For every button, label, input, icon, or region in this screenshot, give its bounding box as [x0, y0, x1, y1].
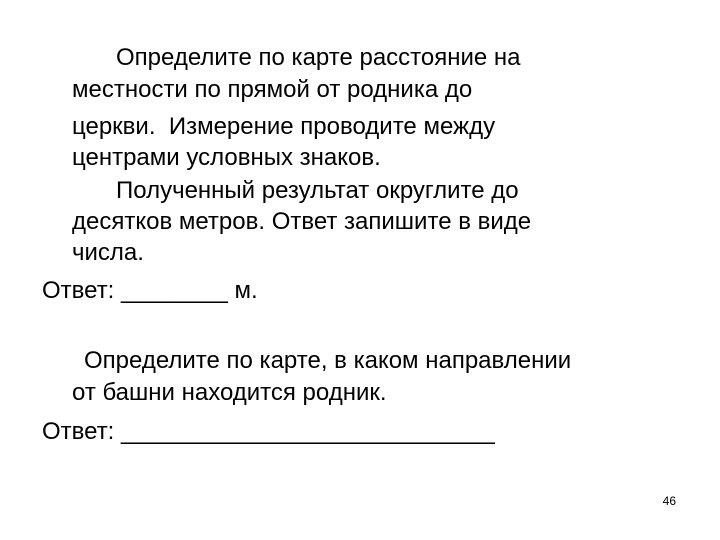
task-1-line-6: десятков метров. Ответ запишите в виде [72, 208, 532, 235]
task-1-answer: Ответ: ________ м. [42, 277, 258, 304]
task-1-line-3: церкви. Измерение проводите между [72, 113, 496, 140]
task-2-line-1: Определите по карте, в каком направлении [84, 347, 572, 374]
page-number: 46 [662, 494, 676, 508]
task-1-line-2: местности по прямой от родника до [72, 76, 473, 103]
task-2-line-2: от башни находится родник. [72, 379, 387, 406]
task-1-line-7: числа. [72, 239, 144, 266]
task-1-line-1: Определите по карте расстояние на [116, 44, 521, 71]
task-2-answer: Ответ: ____________________________ [42, 418, 495, 445]
task-1-line-5: Полученный результат округлите до [116, 177, 519, 204]
task-1-line-4: центрами условных знаков. [72, 144, 381, 171]
